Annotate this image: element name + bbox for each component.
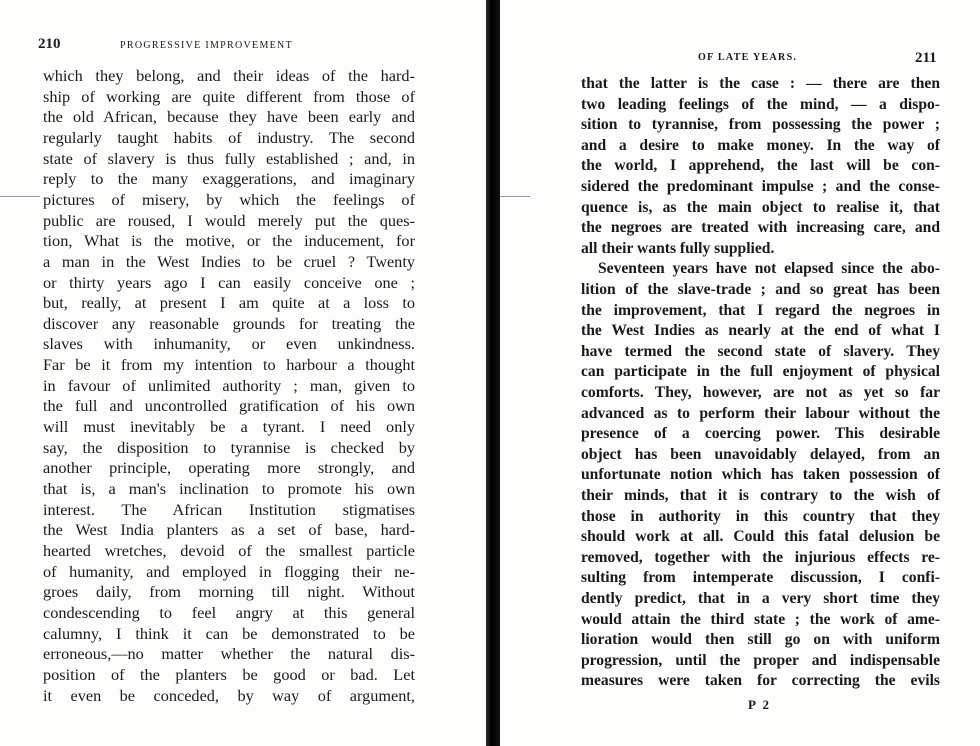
text-line: Seventeen years have not elapsed since the abo- <box>598 260 940 278</box>
text-line: measures were taken for correcting the evils <box>581 672 940 690</box>
text-line: object has been unavoidably delayed, from an <box>581 445 940 463</box>
text-line: lition of the slave-trade ; and so great has been <box>581 281 940 298</box>
text-line: would attain the third state ; the work of ame- <box>581 610 940 628</box>
text-line: dently predict, that in a very short time they <box>581 590 940 607</box>
text-line: in favour of unlimited authority ; man, given to <box>43 375 415 395</box>
text-line: the West Indies as nearly at the end of what I <box>581 322 940 340</box>
text-line: but, really, at present I am quite at a loss to <box>43 293 415 313</box>
text-line: the improvement, that I regard the negroes in <box>581 301 940 319</box>
left-page <box>0 0 486 746</box>
text-line: hearted wretches, devoid of the smallest particle <box>43 540 415 560</box>
text-line: unfortunate notion which has taken possession of <box>581 466 940 484</box>
text-line: the old African, because they have been early and <box>43 107 415 127</box>
text-line: sition to tyrannise, from possessing the power ; <box>581 116 940 134</box>
text-line: say, the disposition to tyrannise is checked by <box>43 437 415 457</box>
text-line: another principle, operating more strongly, and <box>43 458 415 478</box>
text-line: the world, I apprehend, the last will be con- <box>581 157 940 175</box>
text-line: erroneous,—no matter whether the natural dis- <box>43 644 415 664</box>
text-line: position of the planters be good or bad. Let <box>43 664 415 684</box>
text-line: of humanity, and employed in flogging their ne- <box>43 561 415 581</box>
text-line: state of slavery is thus fully established ; and, in <box>43 148 415 168</box>
text-line: sidered the predominant impulse ; and the conse- <box>581 178 940 195</box>
text-line: can participate in the full enjoyment of physical <box>581 363 940 381</box>
text-line: removed, together with the injurious effects re- <box>581 548 940 566</box>
text-line: the West India planters as a set of base, hard- <box>43 520 415 540</box>
text-line: a man in the West Indies to be cruel ? Twenty <box>43 251 415 271</box>
text-line: it even be conceded, by way of argument, <box>43 685 415 705</box>
text-line: that the latter is the case : — there are then <box>581 75 940 92</box>
text-line: ship of working are quite different from those of <box>43 86 415 106</box>
left-page-number: 210 <box>38 36 61 52</box>
text-line: the negroes are treated with increasing care, and <box>581 219 940 237</box>
text-line: discover any reasonable grounds for treating the <box>43 313 415 333</box>
text-line: the full and uncontrolled gratification of his own <box>43 396 415 416</box>
text-line: groes daily, from morning till night. Without <box>43 582 415 602</box>
text-line: their minds, that it is contrary to the wish of <box>581 487 940 504</box>
text-line: public are roused, I would merely put the ques- <box>43 210 415 230</box>
text-line: two leading feelings of the mind, — a dispo- <box>581 95 940 113</box>
text-line: all their wants fully supplied. <box>581 239 775 257</box>
book-gutter <box>486 0 500 746</box>
text-line: calumny, I think it can be demonstrated to be <box>43 623 415 643</box>
right-page-number: 211 <box>915 50 937 66</box>
text-line: regularly taught habits of industry. The second <box>43 127 415 147</box>
right-page <box>500 0 980 746</box>
text-line: will must inevitably be a tyrant. I need only <box>43 417 415 437</box>
text-line: tion, What is the motive, or the inducement, for <box>43 231 415 251</box>
text-line: and a desire to make money. In the way of <box>581 136 940 154</box>
text-line: slaves with inhumanity, or even unkindness. <box>43 334 415 354</box>
margin-rule-right <box>500 196 530 197</box>
text-line: condescending to feel angry at this general <box>43 602 415 622</box>
text-line: or thirty years ago I can easily conceive one ; <box>43 272 415 292</box>
text-line: that is, a man's inclination to promote his own <box>43 479 415 498</box>
text-line: interest. The African Institution stigmatises <box>43 499 415 519</box>
text-line: lioration would then still go on with uniform <box>581 631 940 649</box>
text-line: comforts. They, however, are not as yet so far <box>581 384 940 401</box>
text-line: reply to the many exaggerations, and imaginary <box>43 169 415 189</box>
text-line: which they belong, and their ideas of the hard- <box>43 66 415 85</box>
text-line: Far be it from my intention to harbour a thought <box>43 355 415 375</box>
signature-mark: P 2 <box>748 697 771 712</box>
margin-rule <box>0 196 40 197</box>
text-line: those in authority in this country that they <box>581 507 940 525</box>
text-line: should work at all. Could this fatal delusion be <box>581 528 940 546</box>
right-running-head: OF LATE YEARS. <box>698 52 798 63</box>
text-line: advanced as to perform their labour without the <box>581 404 940 422</box>
text-line: presence of a coercing power. This desirable <box>581 425 940 443</box>
text-line: have termed the second state of slavery. They <box>581 342 940 360</box>
text-line: pictures of misery, by which the feelings of <box>43 189 415 209</box>
text-line: quence is, as the main object to realise it, that <box>581 198 940 216</box>
text-line: sulting from intemperate discussion, I confi- <box>581 569 940 587</box>
text-line: progression, until the proper and indispensable <box>581 651 940 669</box>
left-running-head: PROGRESSIVE IMPROVEMENT <box>120 40 293 51</box>
